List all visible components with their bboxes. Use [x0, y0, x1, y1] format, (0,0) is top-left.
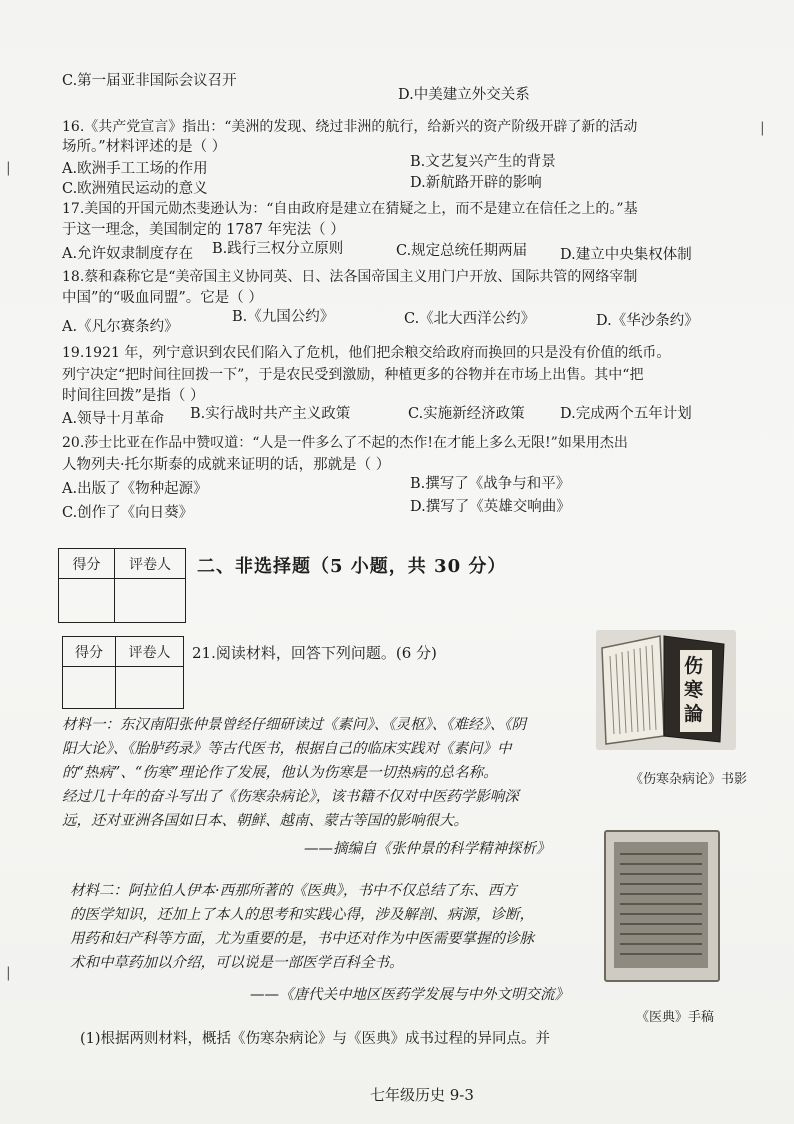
score-table: [58, 548, 186, 623]
q20-option-b: B.撰写了《战争与和平》: [410, 476, 571, 492]
edge-mark: |: [6, 965, 11, 981]
score-cell[interactable]: [59, 579, 115, 623]
q16-option-b: B.文艺复兴产生的背景: [410, 154, 556, 170]
grader-cell[interactable]: [115, 579, 186, 623]
material-2: 材料二：阿拉伯人伊本·西那所著的《医典》，书中不仅总结了东、西方: [70, 883, 517, 899]
manuscript-image-yidian: [604, 830, 720, 982]
material-2-source: ——《唐代关中地区医药学发展与中外文明交流》: [250, 987, 569, 1003]
grader-header: 评卷人: [115, 549, 186, 579]
q18-option-c: C.《北大西洋公约》: [404, 311, 536, 327]
q19-stem: 时间往回拨”是指（ ）: [62, 388, 205, 404]
q20-stem: 人物列夫·托尔斯泰的成就来证明的话，那就是（ ）: [62, 457, 391, 473]
book-image-shanghan: [596, 630, 736, 750]
score-table: [62, 636, 184, 709]
q21-stem: 21.阅读材料，回答下列问题。(6 分): [192, 644, 437, 662]
q17-option-d: D.建立中央集权体制: [560, 247, 692, 263]
score-header: 得分: [63, 637, 116, 667]
material-1: 阳大论》、《胎胪药录》等古代医书，根据自己的临床实践对《素问》中: [62, 741, 512, 757]
page-footer: 七年级历史 9-3: [370, 1086, 474, 1104]
q18-option-a: A.《凡尔赛条约》: [62, 319, 179, 335]
material-1: 经过几十年的奋斗写出了《伤寒杂病论》，该书籍不仅对中医药学影响深: [62, 789, 519, 805]
q16-stem: 16.《共产党宣言》指出：“美洲的发现、绕过非洲的航行，给新兴的资产阶级开辟了新的活动: [62, 119, 638, 135]
material-1-source: ——摘编自《张仲景的科学精神探析》: [304, 841, 551, 857]
q20-option-a: A.出版了《物种起源》: [62, 481, 208, 497]
grader-header: 评卷人: [116, 637, 184, 667]
q21-subquestion-1: (1)根据两则材料，概括《伤寒杂病论》与《医典》成书过程的异同点。并: [80, 1031, 551, 1047]
q17-stem: 于这一理念，美国制定的 1787 年宪法（ ）: [62, 222, 345, 238]
q17-option-c: C.规定总统任期两届: [396, 243, 528, 259]
q20-option-d: D.撰写了《英雄交响曲》: [410, 499, 571, 515]
material-2: 术和中草药加以介绍，可以说是一部医学百科全书。: [70, 955, 404, 971]
q18-stem: 中国”的“吸血同盟”。它是（ ）: [62, 290, 263, 306]
section-title: 二、非选择题（5 小题，共 30 分）: [197, 556, 507, 577]
material-1: 的“热病”、“伤寒”理论作了发展，他认为伤寒是一切热病的总名称。: [62, 765, 498, 781]
material-2: 用药和妇产科等方面，尤为重要的是，书中还对作为中医需要掌握的诊脉: [70, 931, 534, 947]
edge-mark: |: [6, 160, 11, 176]
q16-option-a: A.欧洲手工工场的作用: [62, 161, 208, 177]
edge-mark: |: [760, 120, 765, 136]
q19-stem: 列宁决定“把时间往回拨一下”，于是农民受到激励，种植更多的谷物并在市场上出售。其中“把: [62, 367, 644, 383]
material-1: 远，还对亚洲各国如日本、朝鲜、越南、蒙古等国的影响很大。: [62, 813, 468, 829]
q20-option-c: C.创作了《向日葵》: [62, 505, 194, 521]
q16-stem: 场所。”材料评述的是（ ）: [62, 139, 227, 155]
score-cell[interactable]: [63, 667, 116, 709]
material-1: 材料一：东汉南阳张仲景曾经仔细研读过《素问》、《灵枢》、《难经》、《阴: [62, 717, 526, 733]
q17-stem: 17.美国的开国元勋杰斐逊认为：“自由政府是建立在猜疑之上，而不是建立在信任之上的。”基: [62, 201, 638, 217]
q19-option-c: C.实施新经济政策: [408, 406, 525, 422]
q16-option-d: D.新航路开辟的影响: [410, 175, 542, 191]
score-header: 得分: [59, 549, 115, 579]
q15-option-c: C.第一届亚非国际会议召开: [62, 73, 237, 89]
image-caption: 《伤寒杂病论》书影: [630, 772, 748, 787]
book-cover-title: 伤寒論: [684, 655, 704, 725]
q19-option-a: A.领导十月革命: [62, 411, 165, 427]
q20-stem: 20.莎士比亚在作品中赞叹道：“人是一件多么了不起的杰作!在才能上多么无限!”如果用杰出: [62, 435, 628, 451]
book-illustration: [596, 630, 736, 750]
q17-option-b: B.践行三权分立原则: [212, 241, 344, 257]
q19-option-b: B.实行战时共产主义政策: [190, 406, 351, 422]
manuscript-illustration: [606, 832, 718, 980]
q17-option-a: A.允许奴隶制度存在: [62, 246, 194, 262]
material-2: 的医学知识，还加上了本人的思考和实践心得，涉及解剖、病源，诊断，: [70, 907, 534, 923]
q16-option-c: C.欧洲殖民运动的意义: [62, 181, 208, 197]
q19-option-d: D.完成两个五年计划: [560, 406, 692, 422]
q19-stem: 19.1921 年，列宁意识到农民们陷入了危机，他们把余粮交给政府而换回的只是没有价值的纸币。: [62, 345, 671, 361]
grader-cell[interactable]: [116, 667, 184, 709]
q18-stem: 18.蔡和森称它是“美帝国主义协同英、日、法各国帝国主义用门户开放、国际共管的网络宰制: [62, 269, 638, 285]
q18-option-d: D.《华沙条约》: [596, 313, 699, 329]
q18-option-b: B.《九国公约》: [232, 309, 335, 325]
image-caption: 《医典》手稿: [636, 1010, 715, 1025]
q15-option-d: D.中美建立外交关系: [398, 87, 530, 103]
